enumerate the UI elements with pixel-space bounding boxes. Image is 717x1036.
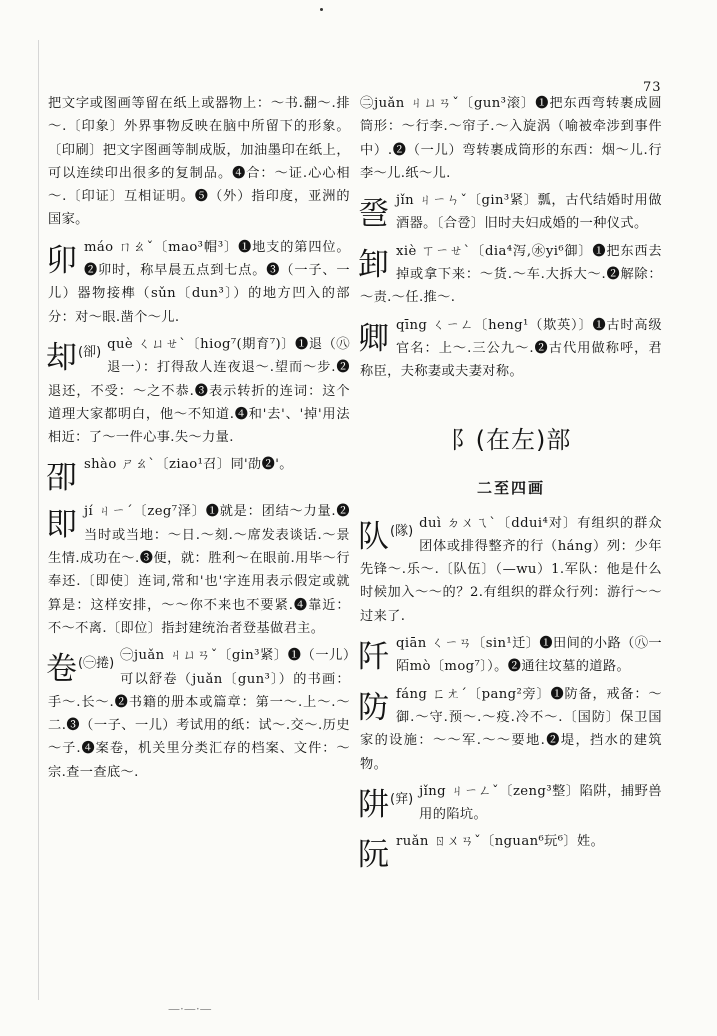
- continued-entry-text: ㊁juǎn ㄐㄩㄢˇ〔gun³滚〕❶把东西弯转裹成圆筒形：～行李.～帘子.～入旋涡（喻被牵涉到事件中）.❷（一儿）弯转裹成筒形的东西：烟～儿.行李～儿.纸～儿.: [360, 96, 662, 181]
- entry-definition: duì ㄉㄨㄟˋ〔ddui⁴对〕有组织的群众团体或排得整齐的行（háng）列：少年先锋～.乐～.〔队伍〕（—wu）1.军队：他是什么时候加入～～的？2.有组织的群众行列：游行～～过来了.: [360, 515, 662, 624]
- radical-section-heading: 阝(在左)部: [450, 425, 572, 454]
- entry-definition: qīng ㄑㄧㄥ〔heng¹（欺英）〕❶古时高级官名：上～.三公九～.❷古代用做称呼，君称臣，夫称妻或夫妻对称。: [360, 317, 662, 380]
- headword: 卷$^{(㊀捲)}$: [46, 651, 115, 688]
- headword: 卯: [46, 242, 77, 279]
- entry-definition: jí ㄐㄧˊ〔zeg⁷泽〕❶就是：团结～力量.❷当时或当地：～日.～刻.～席发表谈话.～景生情.成功在～.❸便，就：胜利～在眼前.用毕～行奉还.〔即使〕连词,常和'也'字连用表示假定或就算是：这样安排，～～你不来也不要紧.❹靠近：不～不离.〔即位〕指封建统治者登基做君主。: [48, 504, 350, 636]
- continued-entry-text: 把文字或图画等留在纸上或器物上：～书.翻～.排～.〔印象〕外界事物反映在脑中所留下的形象。〔印刷〕把文字图画等制成版，加油墨印在纸上，可以连续印出很多的复制品。❹合：～证.心心相～.〔印证〕互相证明。❺（外）指印度，亚洲的国家。: [48, 96, 350, 228]
- variant-form: (隊): [390, 523, 414, 539]
- headword: 阱$^{(穽)}$: [358, 786, 414, 823]
- entry-definition: jǐn ㄐㄧㄣˇ〔gin³紧〕瓢，古代结婚时用做酒器。〔合卺〕旧时夫妇成婚的一种仪式。: [396, 193, 662, 232]
- headword: 卿: [358, 320, 389, 357]
- scan-speck: [320, 8, 323, 11]
- page-edge-rule: [38, 40, 39, 1000]
- variant-form: (㊀捲): [78, 656, 115, 672]
- entry-definition: máo ㄇㄠˇ〔mao³帽³〕❶地支的第四位。❷卯时，称早晨五点到七点。❸（一子、一儿）器物接榫（sǔn〔dun³〕）的地方凹入的部分：对～眼.凿个～儿.: [48, 239, 350, 325]
- stroke-count-heading: 二至四画: [476, 478, 545, 497]
- dictionary-entry: [360, 830, 662, 873]
- entry-definition: què ㄑㄩㄝˋ〔hiog⁷(期育⁷)〕❶退（㊇退一）：打得敌人连夜退～.望而～步.❷退还，不受：～之不恭.❸表示转折的连词：这个道理大家都明白，他～不知道.❹和'去'、'掉'用法相近：了～一件心事.失～力量.: [48, 336, 350, 446]
- dictionary-entry: [360, 189, 662, 236]
- entry-definition: ruǎn ㄖㄨㄢˇ〔nguan⁶玩⁶〕姓。: [396, 834, 605, 850]
- headword: 却$^{(卻)}$: [46, 339, 102, 376]
- page-number: 73: [643, 80, 662, 95]
- headword: 阡: [358, 639, 389, 676]
- headword: 队$^{(隊)}$: [358, 518, 414, 555]
- headword: 卲: [46, 460, 77, 497]
- variant-form: (穽): [390, 791, 414, 807]
- entry-definition: ㊀juǎn ㄐㄩㄢˇ〔gin³紧〕❶（一儿）可以舒卷（juǎn〔gun³〕）的书画：手～.长～.❷书籍的册本或篇章：第一～.上～.～二.❸（一子、一儿）考试用的纸：试～.交～.历史～子.❹案卷，机关里分类汇存的档案、文件：～宗.查一查底～.: [48, 648, 350, 780]
- headword: 即: [46, 507, 77, 544]
- entry-definition: jǐng ㄐㄧㄥˇ〔zeng³整〕陷阱，捕野兽用的陷坑。: [419, 783, 662, 823]
- left-column: [48, 92, 350, 784]
- entry-definition: shào ㄕㄠˋ〔ziao¹召〕同'劭❷'。: [84, 457, 293, 473]
- dictionary-entry: [360, 512, 662, 628]
- headword: 阮: [358, 837, 389, 874]
- right-column: [360, 92, 662, 873]
- dictionary-entry: [48, 236, 350, 329]
- entry-definition: xiè ㄒㄧㄝˋ〔dia⁴泻,㊌yi⁶御〕❶把东西去掉或拿下来：～货.～车.大拆大～.❷解除：～责.～任.推～.: [360, 243, 662, 306]
- dictionary-entry: [48, 333, 350, 449]
- dictionary-entry: [48, 500, 350, 640]
- dictionary-entry: [360, 314, 662, 384]
- headword: 巹: [358, 196, 389, 233]
- dictionary-entry: [360, 683, 662, 776]
- variant-form: (卻): [78, 344, 102, 360]
- entry-definition: qiān ㄑㄧㄢ〔sin¹迁〕❶田间的小路（㊇一陌mò〔mog⁷〕）。❷通往坟墓的道路。: [396, 636, 662, 675]
- dictionary-entry: [360, 780, 662, 827]
- dictionary-entry: [360, 240, 662, 310]
- entry-definition: fáng ㄈㄤˊ〔pang²旁〕❶防备，戒备：～御.～守.预～.～疫.冷不～.〔国防〕保卫国家的设施：～～军.～～要地.❷堤，挡水的建筑物。: [360, 686, 662, 772]
- dictionary-entry: [48, 453, 350, 496]
- headword: 防: [358, 689, 389, 726]
- dictionary-entry: [48, 644, 350, 784]
- dictionary-entry: [360, 632, 662, 679]
- footer-mark: —·—·—: [168, 1002, 212, 1016]
- headword: 卸: [358, 246, 389, 283]
